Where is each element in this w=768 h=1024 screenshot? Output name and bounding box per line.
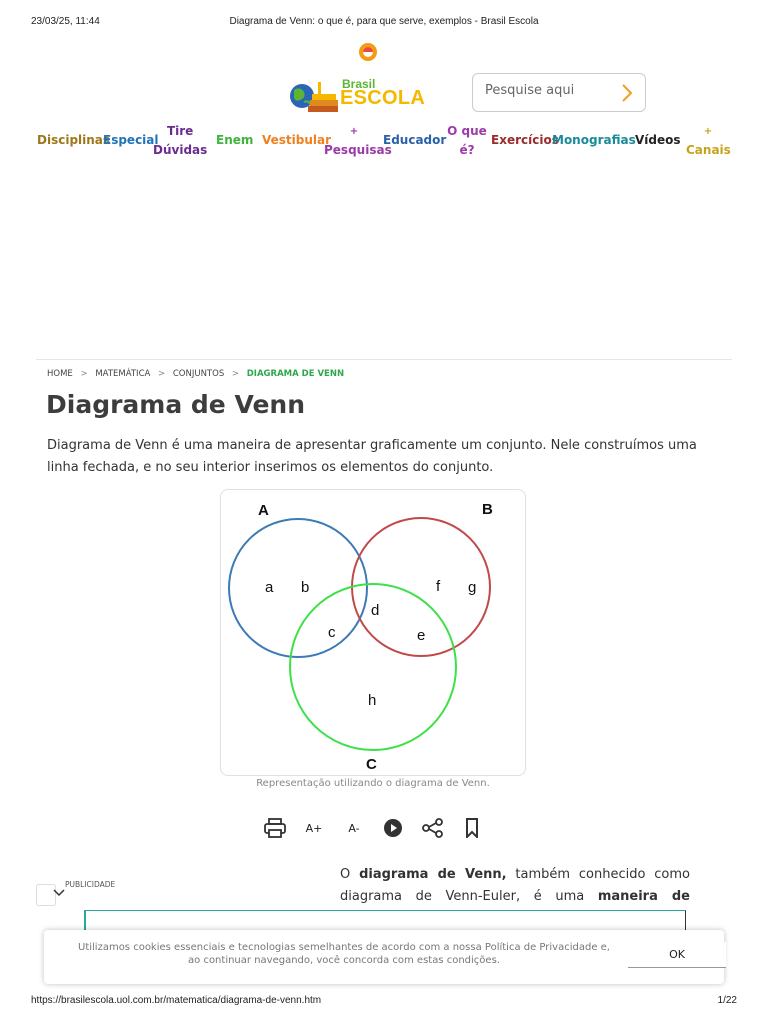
nav-especial[interactable]: Especial — [103, 133, 159, 147]
venn-figure — [220, 489, 526, 776]
nav-mais-pesquisas[interactable]: + Pesquisas — [324, 126, 392, 157]
nav-exercicios[interactable]: Exercícios — [491, 133, 559, 147]
element-label: b — [301, 579, 310, 596]
element-label: d — [371, 602, 380, 619]
element-label: g — [468, 579, 477, 596]
nav-o-que-e[interactable]: O que é? — [447, 124, 487, 157]
element-label: c — [328, 624, 336, 641]
nav-mais-canais[interactable]: + Canais — [686, 126, 731, 157]
breadcrumb-current: DIAGRAMA DE VENN — [246, 369, 345, 379]
breadcrumb-home[interactable]: HOME — [47, 369, 73, 379]
breadcrumb — [47, 369, 349, 379]
share-icon[interactable] — [421, 816, 445, 840]
intro-paragraph: Diagrama de Venn é uma maneira de apresentar graficamente um conjunto. Nele construímos uma linha fechada, e no seu interior inserimos os elementos do conjunto. — [47, 438, 697, 475]
print-date: 23/03/25, 11:44 — [31, 16, 100, 27]
nav-vestibular[interactable]: Vestibular — [262, 133, 332, 147]
brasil-escola-logo[interactable] — [288, 74, 428, 114]
font-increase-button[interactable]: A+ — [305, 821, 323, 835]
article-line: diagrama de Venn-Euler, é uma maneira de — [340, 889, 690, 904]
logo-escola: ESCOLA — [340, 87, 426, 109]
print-icon[interactable] — [263, 816, 287, 840]
element-label: f — [436, 578, 441, 595]
cookie-message: Utilizamos cookies essenciais e tecnologias semelhantes de acordo com a nossa Política de Privacidade e, ao continuar navegando, você concorda com estas condições. — [78, 942, 610, 966]
nav-videos[interactable]: Vídeos — [635, 133, 681, 147]
print-title: Diagrama de Venn: o que é, para que serve, exemplos - Brasil Escola — [229, 16, 539, 27]
ad-label: PUBLICIDADE — [65, 880, 116, 889]
bookmark-icon[interactable] — [462, 816, 482, 840]
main-nav — [0, 122, 768, 158]
article-line: O diagrama de Venn, também conhecido como — [340, 867, 690, 882]
logo-brasil: Brasil — [342, 77, 376, 91]
figure-caption: Representação utilizando o diagrama de Venn. — [256, 778, 490, 789]
nav-monografias[interactable]: Monografias — [552, 133, 636, 147]
breadcrumb-separator: > — [158, 369, 166, 379]
play-icon[interactable] — [382, 816, 404, 840]
element-label: h — [368, 692, 377, 709]
chevron-down-icon[interactable] — [52, 888, 66, 898]
article-body — [340, 864, 690, 908]
font-decrease-button[interactable]: A- — [348, 821, 360, 835]
print-url: https://brasilescola.uol.com.br/matematica/diagrama-de-venn.htm — [31, 995, 322, 1006]
breadcrumb-separator: > — [231, 369, 240, 379]
nav-disciplinas[interactable]: Disciplinas — [37, 133, 111, 147]
set-b-label: B — [482, 501, 493, 518]
uol-icon[interactable] — [358, 42, 378, 62]
content-divider — [36, 359, 732, 360]
nav-educador[interactable]: Educador — [383, 133, 447, 147]
print-page-number: 1/22 — [717, 995, 737, 1006]
page-title: Diagrama de Venn — [46, 390, 305, 419]
globe-books-icon — [288, 78, 340, 114]
chevron-right-icon[interactable] — [617, 82, 637, 104]
element-label: e — [417, 627, 426, 644]
breadcrumb-conjuntos[interactable]: CONJUNTOS — [172, 369, 225, 379]
set-a-label: A — [258, 502, 269, 519]
element-label: a — [265, 579, 274, 596]
search-input[interactable] — [485, 83, 615, 98]
cookie-ok-button[interactable]: OK — [628, 942, 726, 968]
search-box — [472, 73, 646, 112]
article-toolbar — [0, 816, 768, 840]
venn-diagram — [221, 490, 527, 777]
nav-enem[interactable]: Enem — [216, 133, 254, 147]
breadcrumb-separator: > — [80, 369, 88, 379]
cookie-banner — [44, 930, 724, 984]
set-c-label: C — [366, 756, 377, 773]
breadcrumb-matematica[interactable]: MATEMÁTICA — [95, 369, 151, 379]
nav-tire-duvidas[interactable]: Tire Dúvidas — [153, 124, 208, 157]
